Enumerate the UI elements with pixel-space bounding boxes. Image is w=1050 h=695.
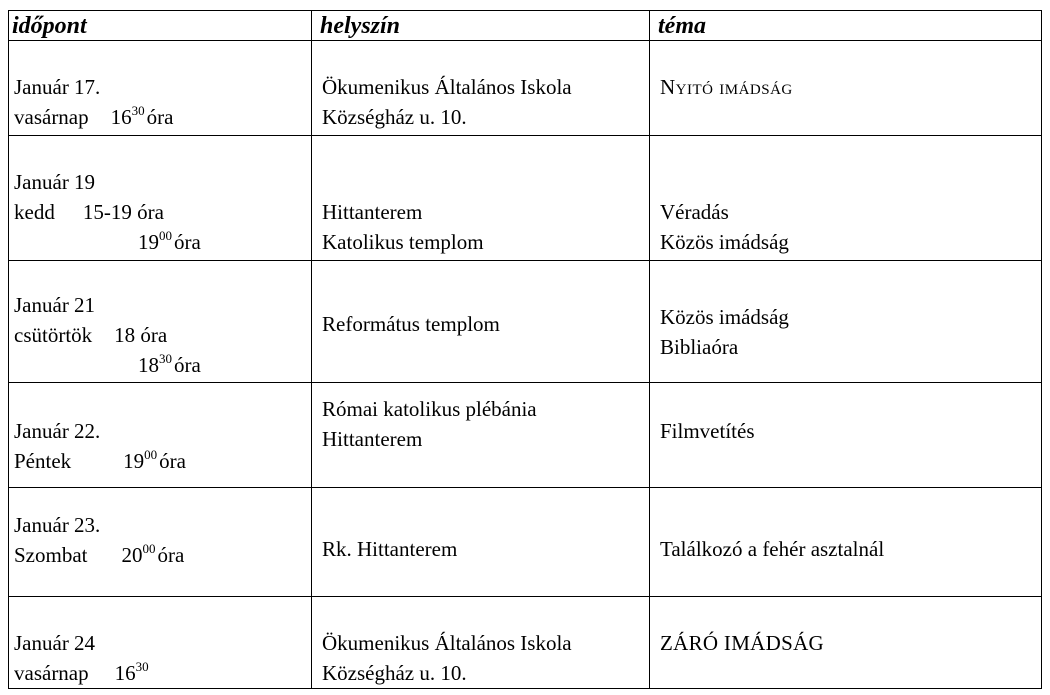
table-rule xyxy=(8,10,9,689)
hour: 18 óra xyxy=(114,323,168,347)
weekday: kedd xyxy=(14,200,55,224)
hour: 16 xyxy=(110,105,132,129)
date-line: Január 22. xyxy=(14,419,101,443)
topic-cell xyxy=(660,72,793,102)
table-rule xyxy=(8,688,1042,689)
place-line: Ökumenikus Általános Iskola xyxy=(322,631,572,655)
topic-line: Közös imádság xyxy=(660,230,789,254)
table-rule xyxy=(8,40,1042,41)
topic-cell xyxy=(660,302,789,362)
topic-line: Véradás xyxy=(660,200,729,224)
weekday: Péntek xyxy=(14,449,72,473)
time-cell xyxy=(14,510,184,570)
place-line: Református templom xyxy=(322,312,500,336)
table-rule xyxy=(649,10,650,689)
place-line: Katolikus templom xyxy=(322,230,484,254)
hour: 20 xyxy=(121,543,143,567)
time-line xyxy=(14,227,201,257)
time-line xyxy=(14,446,186,476)
table-rule xyxy=(8,382,1042,383)
topic-line: ZÁRÓ IMÁDSÁG xyxy=(660,631,825,655)
date-line: Január 21 xyxy=(14,293,96,317)
table-rule xyxy=(8,10,1042,11)
topic-cell xyxy=(660,628,824,658)
weekday: csütörtök xyxy=(14,323,93,347)
topic-cell xyxy=(660,197,789,257)
time-line xyxy=(14,540,184,570)
place-line: Római katolikus plébánia xyxy=(322,397,537,421)
table-rule xyxy=(8,135,1042,136)
time-cell xyxy=(14,72,173,132)
minutes: 00 xyxy=(144,447,158,462)
table-rule xyxy=(1041,10,1042,689)
hour: 16 xyxy=(114,661,136,685)
weekday: vasárnap xyxy=(14,661,89,685)
suffix: óra xyxy=(157,543,185,567)
minutes: 00 xyxy=(159,228,172,243)
time-line xyxy=(14,320,201,350)
hour: 15-19 óra xyxy=(82,200,164,224)
time-cell xyxy=(14,167,201,257)
hour: 19 xyxy=(138,230,159,254)
topic-line: Bibliaóra xyxy=(660,335,739,359)
time-line xyxy=(14,350,201,380)
date-line: Január 17. xyxy=(14,75,101,99)
hour: 18 xyxy=(138,353,159,377)
time-cell xyxy=(14,628,149,688)
header-time: időpont xyxy=(12,13,87,39)
place-cell xyxy=(322,628,572,688)
date-line: Január 19 xyxy=(14,170,96,194)
weekday: Szombat xyxy=(14,543,88,567)
suffix: óra xyxy=(174,230,201,254)
place-cell xyxy=(322,309,500,339)
date-line: Január 24 xyxy=(14,631,96,655)
time-line xyxy=(14,197,201,227)
time-line xyxy=(14,658,149,688)
place-line: Rk. Hittanterem xyxy=(322,537,458,561)
minutes: 00 xyxy=(142,541,156,556)
place-line: Ökumenikus Általános Iskola xyxy=(322,75,572,99)
table-rule xyxy=(8,596,1042,597)
place-cell xyxy=(322,394,537,454)
place-line: Hittanterem xyxy=(322,200,423,224)
place-line: Hittanterem xyxy=(322,427,423,451)
suffix: óra xyxy=(159,449,186,473)
place-cell xyxy=(322,197,484,257)
header-place: helyszín xyxy=(320,13,401,39)
suffix: óra xyxy=(146,105,174,129)
topic-line: Találkozó a fehér asztalnál xyxy=(660,537,885,561)
table-rule xyxy=(8,260,1042,261)
weekday: vasárnap xyxy=(14,105,89,129)
place-line: Községház u. 10. xyxy=(322,661,467,685)
table-rule xyxy=(8,487,1042,488)
hour: 19 xyxy=(123,449,145,473)
time-cell xyxy=(14,290,201,380)
minutes: 30 xyxy=(131,103,145,118)
topic-line: Nyitó imádság xyxy=(660,75,793,99)
place-line: Községház u. 10. xyxy=(322,105,467,129)
topic-line: Filmvetítés xyxy=(660,419,755,443)
header-topic: téma xyxy=(658,13,706,39)
suffix: óra xyxy=(174,353,201,377)
place-cell xyxy=(322,534,457,564)
topic-cell xyxy=(660,416,755,446)
time-cell xyxy=(14,416,186,476)
minutes: 30 xyxy=(159,351,172,366)
time-line xyxy=(14,102,173,132)
place-cell xyxy=(322,72,572,132)
topic-line: Közös imádság xyxy=(660,305,789,329)
topic-cell xyxy=(660,534,884,564)
date-line: Január 23. xyxy=(14,513,101,537)
schedule-table xyxy=(8,10,1042,689)
table-rule xyxy=(311,10,312,689)
minutes: 30 xyxy=(135,659,149,674)
